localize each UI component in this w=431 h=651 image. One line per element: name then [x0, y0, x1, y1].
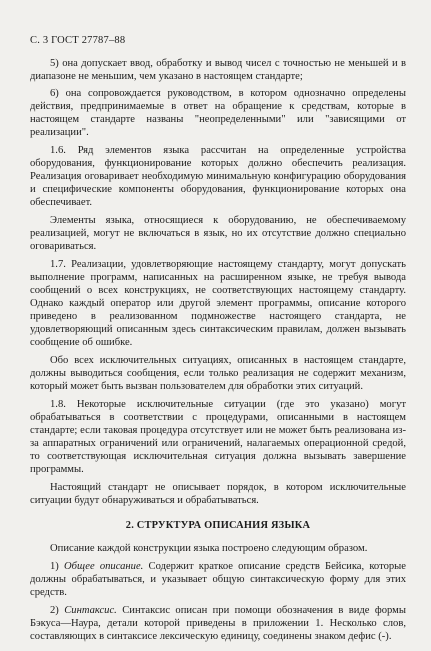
list-item-term: Синтаксис.	[64, 605, 117, 616]
list-item	[30, 560, 406, 599]
paragraph: 6) она сопровождается руководством, в котором однозначно определены действия, предпринимаемые в ответ на обращение к средствам, которые в настоящем стандарте названы "неопределенными" или "зависящими от реализации".	[30, 88, 406, 138]
list-item-term: Общее описание.	[64, 561, 144, 572]
paragraph: 1.7. Реализации, удовлетворяющие настоящему стандарту, могут допускать выполнение программ, написанных на расширенном языке, не требуя вывода сообщений о всех конструкциях, не соответствующих настоящему стандарту. Однако каждый оператор или другой элемент программы, описание которого приведено в реализованном подмножестве настоящего стандарта, не удовлетворяющий описанным здесь синтаксическим правилам, должен вызывать сообщение об ошибке.	[30, 259, 406, 348]
document-body	[30, 57, 406, 648]
section-title: 2. СТРУКТУРА ОПИСАНИЯ ЯЗЫКА	[125, 520, 311, 531]
page-header: С. 3 ГОСТ 27787–88	[30, 35, 126, 46]
list-item	[30, 604, 406, 643]
paragraph: Обо всех исключительных ситуациях, описанных в настоящем стандарте, должны выводиться сообщения, если только реализация не содержит механизм, который может быть вызван пользователем для обработки этих ситуаций.	[30, 355, 406, 392]
paragraph: 1.8. Некоторые исключительные ситуации (где это указано) могут обрабатываться в соответствии с процедурами, описанными в настоящем стандарте; если таковая процедура отсутствует или не может быть реализована из-за аппаратных ограничений или ограничений, налагаемых операционной средой, то соответствующая исключительная ситуация должна вызывать завершение программы.	[30, 399, 406, 475]
list-item-text: Синтаксис описан при помощи обозначения в виде формы Бэкуса—Наура, детали которой приведены в приложении 1. Несколько слов, составляющих в синтаксисе лексическую единицу, соединены знаком дефис (-).	[30, 605, 406, 642]
paragraph: 1.6. Ряд элементов языка рассчитан на определенные устройства оборудования, функционирование которых должно обеспечить реализация. Реализация оговаривает необходимую минимальную конфигурацию оборудования и специфические компоненты оборудования, функционирование которых она обеспечивает.	[30, 145, 406, 208]
paragraph: Элементы языка, относящиеся к оборудованию, не обеспечиваемому реализацией, могут не включаться в язык, но их отсутствие должно специально оговариваться.	[30, 215, 406, 252]
list-item-number: 1)	[50, 561, 64, 572]
paragraph: 5) она допускает ввод, обработку и вывод чисел с точностью не меньшей и в диапазоне не меньшим, чем указано в настоящем стандарте;	[30, 58, 406, 82]
paragraph: Описание каждой конструкции языка построено следующим образом.	[50, 543, 368, 554]
paragraph: Настоящий стандарт не описывает порядок, в котором исключительные ситуации будут обнаруживаться и обрабатываться.	[30, 482, 406, 506]
list-item-text: Содержит краткое описание средств Бейсика, которые должны обрабатываться, и указывает общую синтаксическую форму для этих средств.	[30, 561, 406, 598]
list-item-number: 2)	[50, 605, 65, 616]
